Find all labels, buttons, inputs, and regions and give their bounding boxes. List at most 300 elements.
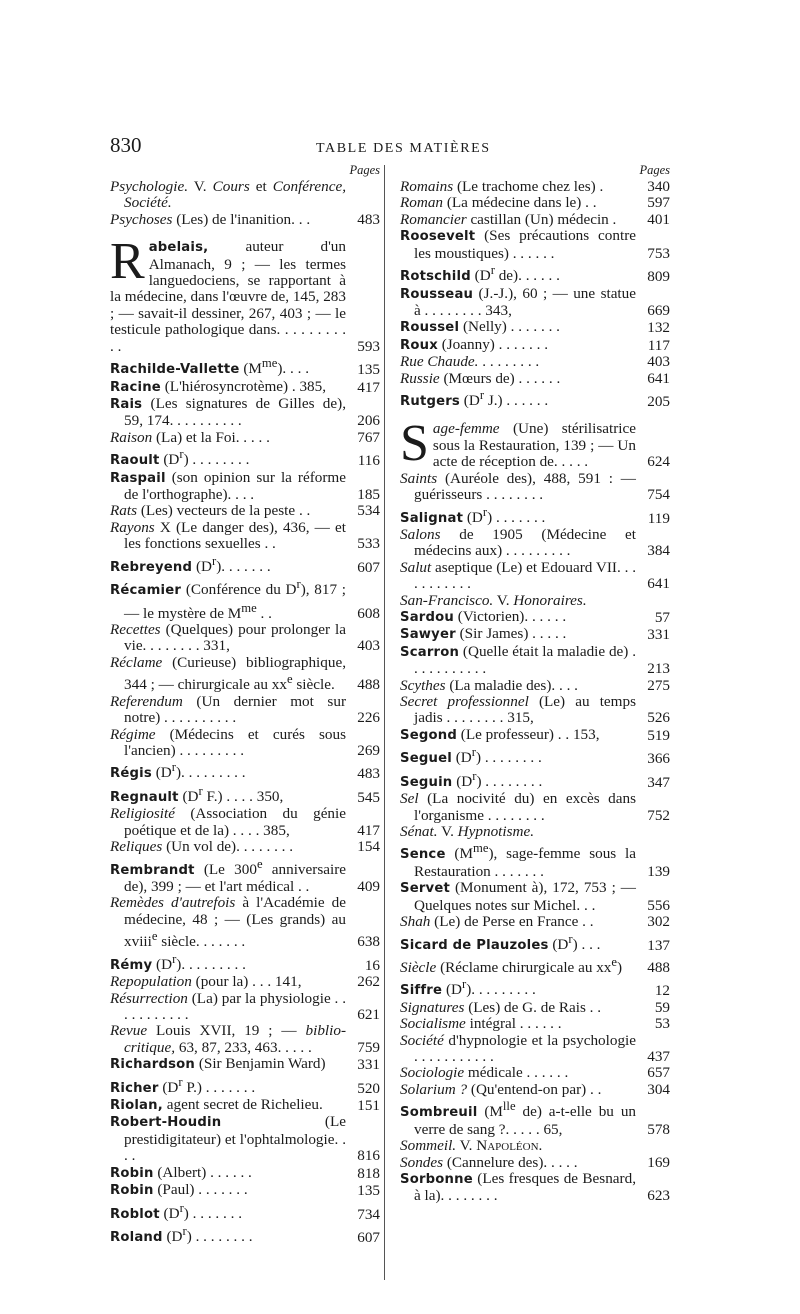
entry-label: Rachilde-Vallette $(M^{me})$. . . . [110,356,309,378]
page-reference: 269 [357,741,380,759]
entry-text [400,644,636,678]
index-entry [110,1200,380,1223]
index-entry [110,470,380,504]
page-reference: 304 [647,1080,670,1098]
entry-text [110,856,346,896]
index-entry [400,1033,670,1066]
page-reference: 117 [647,336,670,354]
entry-label: Rais (Les signatures de Gilles de), 59, 174. . . . . . . . . . [110,394,346,430]
page-reference: 641 [647,575,670,593]
entry-text [110,839,346,855]
index-entry [400,212,670,228]
entry-label: Rebreyend $(D^r)$. . . . . . . [110,553,271,575]
index-entry [110,355,380,378]
index-entry [110,895,380,950]
entry-label: Romains (Le trachome chez les) . [400,178,604,195]
entry-text [110,446,346,469]
entry-text [400,1016,636,1032]
entry-text [400,195,636,211]
page-reference: 169 [647,1153,670,1171]
index-entry [400,179,670,195]
entry-text [110,470,346,504]
entry-label: Résurrection (La) par la physiologie . . . . . . . . . . . [110,989,346,1023]
entry-label: Riolan, agent secret de Richelieu. [110,1096,323,1114]
page-reference: 206 [357,412,380,430]
page-reference: 752 [647,806,670,824]
entry-label: Rats (Les) vecteurs de la peste . . [110,502,311,520]
entry-label: Robin (Paul) . . . . . . . [110,1181,248,1199]
entry-label: Scarron (Quelle était la maladie de) . . . . . . . . . . . [400,642,636,678]
page-reference: 621 [357,1005,380,1023]
page-reference: 347 [647,773,670,791]
index-entry [400,694,670,727]
pages-column-header: Pages [639,163,670,177]
page-reference: 734 [357,1205,380,1223]
entry-text [110,1200,346,1223]
index-entry [400,503,670,526]
entry-text [400,387,636,410]
entry-label: Regnault ($D^r$ F.) . . . . 350, [110,783,284,805]
page-reference: 767 [357,428,380,446]
page-reference: 151 [357,1097,380,1115]
page-reference: 137 [647,936,670,954]
entry-label: Régime (Médecins et curés sous l'ancien) . . . . . . . . . [110,725,346,759]
index-entry [110,379,380,396]
page-reference: 638 [357,933,380,951]
entry-label: Roosevelt (Ses précautions contre les moustiques) . . . . . . [400,227,636,262]
index-entry [110,839,380,855]
entry-text [400,1065,636,1081]
page-reference: 116 [357,452,380,470]
entry-label: Psychologie. V. Cours et Conférence, Société. [110,178,346,212]
entry-text [110,783,346,806]
entry-label: Raspail (son opinion sur la réforme de l'orthographe). . . . [110,468,346,504]
page-reference: 384 [647,542,670,560]
index-entry [400,471,670,504]
entry-text [400,286,636,320]
entry-text [400,415,636,473]
page-reference: 520 [357,1079,380,1097]
entry-label: Repopulation (pour la) . . . 141, [110,973,302,991]
entry-text [400,791,636,824]
entry-text [400,626,636,643]
index-entry [400,644,670,678]
page-number: 830 [110,133,142,157]
index-entry [110,951,380,974]
page-reference: 816 [357,1147,380,1165]
page-reference: 593 [357,337,380,355]
entry-label: Seguin $(D^r)$ . . . . . . . . [400,768,543,790]
index-entry [110,806,380,839]
index-entry [110,694,380,727]
index-entry [110,1074,380,1097]
index-entry [110,430,380,446]
index-entry [110,655,380,694]
index-column-right [400,162,670,1205]
index-entry [110,503,380,519]
page-reference: 597 [647,194,670,212]
entry-label: Scythes (La maladie des). . . . [400,676,578,694]
entry-label: Rémy $(D^r)$. . . . . . . . . [110,951,246,973]
entry-label: Robin (Albert) . . . . . . [110,1163,252,1181]
entry-text [400,503,636,526]
index-entry [400,337,670,354]
page-reference: 366 [647,750,670,768]
index-entry [110,759,380,782]
entry-text [400,527,636,560]
entry-label: Roman (La médecine dans le) . . [400,194,597,212]
page-reference: 275 [647,676,670,694]
index-entry [110,1223,380,1246]
index-entry [110,974,380,990]
page-reference: 624 [647,453,670,471]
entry-label: Roux (Joanny) . . . . . . . [400,335,549,353]
drop-capital: S [400,415,429,473]
index-entry [110,991,380,1024]
page-reference: 331 [647,626,670,644]
page-reference: 534 [357,502,380,520]
index-entry [110,553,380,576]
entry-text [400,593,636,609]
entry-label: Rousseau (J.-J.), 60 ; — une statue à . . . . . . . . 343, [400,284,636,319]
entry-text [400,880,636,914]
index-entry [110,783,380,806]
page-reference: 545 [357,788,380,806]
index-entry [110,212,380,228]
entry-label: Sawyer (Sir James) . . . . . [400,625,567,643]
entry-label: Récamier (Conférence du $D^r$), 817 ; — le mystère de $M^{me}$ . . [110,577,346,622]
page-reference: 526 [647,709,670,727]
page-reference: 57 [654,608,670,626]
entry-text [400,337,636,354]
entry-label: Roland $(D^r)$ . . . . . . . . [110,1223,253,1246]
entry-text [110,233,346,355]
index-entry [400,768,670,791]
entry-label: Remèdes d'autrefois à l'Académie de médecine, 48 ; — (Les grands) au xviii$^e$ siècle. . . . . . . [110,894,346,951]
entry-text [110,951,346,974]
index-entry [400,228,670,262]
index-entry [110,396,380,430]
entry-label: Sénat. V. Hypnotisme. [400,822,535,840]
page-reference: 818 [357,1164,380,1182]
entry-text [400,1098,636,1138]
entry-label: Reliques (Un vol de). . . . . . . . [110,838,294,856]
index-entry [110,233,380,355]
index-entry [400,930,670,953]
index-entry [400,371,670,387]
index-entry [400,1098,670,1138]
page-reference: 185 [357,486,380,504]
entry-text [400,1138,636,1154]
page-reference: 340 [647,178,670,195]
entry-text [400,1033,636,1066]
index-entry [110,1182,380,1199]
entry-label: Psychoses (Les) de l'inanition. . . [110,210,311,228]
entry-text [400,727,636,744]
entry-label: Religiosité (Association du génie poétique et de la) . . . . 385, [110,805,346,839]
index-entry [400,262,670,285]
column-divider [384,165,385,1280]
index-entry [400,678,670,694]
entry-label: Rembrandt (Le 300e anniversaire de), 399 ; — et l'art médical . . [110,856,346,895]
page-reference: 16 [364,956,380,974]
entry-text [110,655,346,694]
page-reference: 533 [357,535,380,553]
entry-text [400,1171,636,1205]
index-entry [110,446,380,469]
entry-label: Siffre $(D^r)$. . . . . . . . . [400,977,536,999]
entry-label: Salignat $(D^r)$ . . . . . . . [400,504,546,526]
index-entry [110,727,380,760]
entry-label: San-Francisco. V. Honoraires. [400,591,587,609]
page-reference: 809 [647,268,670,286]
entry-text [110,1165,346,1182]
index-entry [400,626,670,643]
entry-text [110,1223,346,1246]
index-entry [400,976,670,999]
index-entry [400,1016,670,1032]
entry-text [400,930,636,953]
entry-text [400,744,636,767]
entry-label: Seguel $(D^r)$ . . . . . . . . [400,745,542,767]
entry-label: Revue Louis XVII, 19 ; — biblio-critique, 63, 87, 233, 463. . . . . [110,1022,346,1056]
page-reference: 417 [357,821,380,839]
page-reference: 657 [647,1064,670,1082]
page-reference: 403 [647,353,670,371]
entry-text [110,1182,346,1199]
entry-text [400,471,636,504]
entry-label: Robert-Houdin (Le prestidigitateur) et l'ophtalmologie. . . . [110,1113,346,1165]
index-entry [110,520,380,553]
index-entry [400,1000,670,1016]
index-entry [400,560,670,593]
page-reference: 578 [647,1120,670,1138]
page-reference: 437 [647,1048,670,1066]
entry-text [400,768,636,791]
entry-text [400,914,636,930]
entry-text [400,1155,636,1171]
entry-label: age-femme (Une) stérilisatrice sous la Restauration, 139 ; — Un acte de réception de. . . . . [432,420,636,471]
entry-text [110,355,346,378]
page-reference: 205 [647,393,670,410]
index-entry [400,840,670,880]
index-entry [400,954,670,976]
page-reference: 669 [647,301,670,319]
entry-text [400,694,636,727]
entry-text [110,576,346,622]
page-reference: 483 [357,210,380,228]
page-reference: 483 [357,765,380,783]
entry-text [110,694,346,727]
index-entry [400,286,670,320]
page-reference: 262 [357,973,380,991]
entry-label: Roblot $(D^r)$ . . . . . . . [110,1200,243,1222]
entry-label: Segond (Le professeur) . . 153, [400,725,600,743]
entry-text [400,212,636,228]
index-entry [400,1082,670,1098]
page-reference: 409 [357,878,380,895]
page-reference: 226 [357,709,380,727]
entry-label: Richardson (Sir Benjamin Ward) [110,1055,326,1073]
index-entry [400,914,670,930]
page-reference: 488 [647,958,670,976]
entry-text [400,840,636,880]
index-entry [400,1138,670,1154]
page-reference: 608 [357,604,380,622]
entry-label: Sicard de Plauzoles $(D^r)$ . . . [400,931,601,953]
entry-label: Sociologie médicale . . . . . . [400,1064,569,1082]
entry-label: Saints (Auréole des), 488, 591 : — guérisseurs . . . . . . . . [400,469,636,504]
entry-text [110,1023,346,1056]
index-entry [400,387,670,410]
index-entry [110,179,380,212]
entry-text [110,895,346,950]
page-reference: 401 [647,210,670,228]
entry-text [110,553,346,576]
index-entry [110,856,380,896]
entry-label: Rue Chaude. . . . . . . . . [400,353,540,371]
entry-text [110,520,346,553]
page-reference: 641 [647,369,670,387]
entry-label: Régis $(D^r)$. . . . . . . . . [110,760,246,782]
index-entry [400,609,670,626]
index-entry [400,1065,670,1081]
page-reference: 132 [647,319,670,337]
index-entry [400,354,670,370]
entry-text [110,1114,346,1164]
entry-label: Raison (La) et la Foi. . . . . [110,428,270,446]
index-entry [400,527,670,560]
entry-label: Roussel (Nelly) . . . . . . . [400,318,560,336]
entry-label: Raoult $(D^r)$ . . . . . . . . [110,447,250,469]
page-reference: 607 [357,1229,380,1247]
entry-text [110,179,346,212]
page-reference: 623 [647,1187,670,1205]
entry-label: Sel (La nocivité du) en excès dans l'organisme . . . . . . . . [400,790,636,824]
entry-text [400,1082,636,1098]
entry-label: Réclame (Curieuse) bibliographique, 344 ; — chirurgicale au $xx^e$ siècle. [110,653,346,694]
entry-label: Sorbonne (Les fresques de Besnard, à la). . . . . . . . [400,1169,636,1205]
index-entry [400,727,670,744]
page-reference: 213 [647,660,670,678]
index-entry [400,415,670,473]
entry-label: Russie (Mœurs de) . . . . . . [400,369,561,387]
entry-label: Sardou (Victorien). . . . . . [400,607,567,625]
entry-text [110,727,346,760]
entry-text [400,228,636,262]
page-reference: 403 [357,637,380,655]
page-reference: 417 [357,378,380,396]
index-entry [400,319,670,336]
page-reference: 12 [654,982,670,1000]
running-head: TABLE DES MATIÈRES [316,141,491,156]
entry-label: abelais, auteur d'un Almanach, 9 ; — les termes languedociens, se rapportant à la médecine, dans l'œuvre de, 145, 283 ; — savait-il dessiner, 267, 403 ; — le testicule pathologique dans. . . . . . . . . . . [110,238,346,355]
entry-text [400,824,636,840]
entry-label: Racine (L'hiérosyncrotème) . 385, [110,377,327,395]
entry-label: Salons de 1905 (Médecine et médecins aux) . . . . . . . . . [400,525,636,560]
drop-capital: R [110,233,145,291]
entry-label: Rutgers ($D^r$ J.) . . . . . . [400,387,549,409]
entry-label: Société d'hypnologie et la psychologie . . . . . . . . . . . [400,1031,636,1066]
entry-label: Richer ($D^r$ P.) . . . . . . . [110,1074,256,1096]
entry-label: Referendum (Un dernier mot sur notre) . . . . . . . . . . [110,692,346,727]
index-entry [400,824,670,840]
page-reference: 135 [357,1182,380,1200]
entry-text [110,396,346,430]
index-entry [110,622,380,655]
index-entry [400,1155,670,1171]
index-entry [400,791,670,824]
page-reference: 556 [647,896,670,914]
index-entry [400,880,670,914]
entry-text [110,974,346,990]
entry-text [110,430,346,446]
index-entry [110,1097,380,1114]
entry-text [110,806,346,839]
entry-text [400,319,636,336]
entry-text [400,678,636,694]
page-reference: 135 [357,361,380,379]
entry-text [110,1056,346,1073]
index-entry [110,1056,380,1073]
page-reference: 154 [357,838,380,856]
index-entry [400,1171,670,1205]
page-reference: 331 [357,1056,380,1074]
page-reference: 488 [357,676,380,694]
entry-text [400,179,636,195]
entry-label: Siècle (Réclame chirurgicale au $xx^e$) [400,954,623,976]
entry-text [400,371,636,387]
entry-label: Servet (Monument à), 172, 753 ; — Quelques notes sur Michel. . . [400,879,636,914]
index-entry [110,1114,380,1164]
entry-label: Sommeil. V. Napoléon. [400,1137,543,1155]
entry-label: Rayons X (Le danger des), 436, — et les fonctions sexuelles . . [110,518,346,553]
page-reference: 53 [654,1015,670,1033]
entry-label: Sence $(M^{me})$, sage-femme sous la Restauration . . . . . . . [400,841,636,880]
entry-label: Signatures (Les) de G. de Rais . . [400,998,602,1016]
entry-text [400,262,636,285]
entry-label: Salut aseptique (Le) et Edouard VII. . . . . . . . . . . [400,558,636,593]
entry-label: Solarium ? (Qu'entend-on par) . . [400,1080,602,1098]
entry-label: Sondes (Cannelure des). . . . . [400,1153,578,1171]
entry-text [110,503,346,519]
entry-text [110,991,346,1024]
entry-text [400,976,636,999]
entry-text [400,609,636,626]
entry-label: Rotschild ($D^r$ de). . . . . . [400,263,560,285]
entry-text [400,1000,636,1016]
entry-text [400,354,636,370]
index-entry [110,1165,380,1182]
index-column-left [110,162,380,1246]
index-entry [110,1023,380,1056]
index-entry [400,744,670,767]
entry-text [400,954,636,976]
page-reference: 302 [647,913,670,931]
entry-label: Shah (Le) de Perse en France . . [400,913,594,931]
index-entry [400,195,670,211]
entry-text [110,759,346,782]
entry-text [110,1074,346,1097]
page-reference: 759 [357,1038,380,1056]
entry-text [110,622,346,655]
entry-label: Romancier castillan (Un) médecin . [400,210,617,228]
index-entry [110,576,380,622]
index-entry [400,593,670,609]
page-reference: 59 [654,998,670,1016]
entry-label: Sombreuil ($M^{lle}$ de) a-t-elle bu un verre de sang ?. . . . . 65, [400,1099,637,1138]
entry-label: Recettes (Quelques) pour prolonger la vie. . . . . . . . 331, [110,621,346,655]
